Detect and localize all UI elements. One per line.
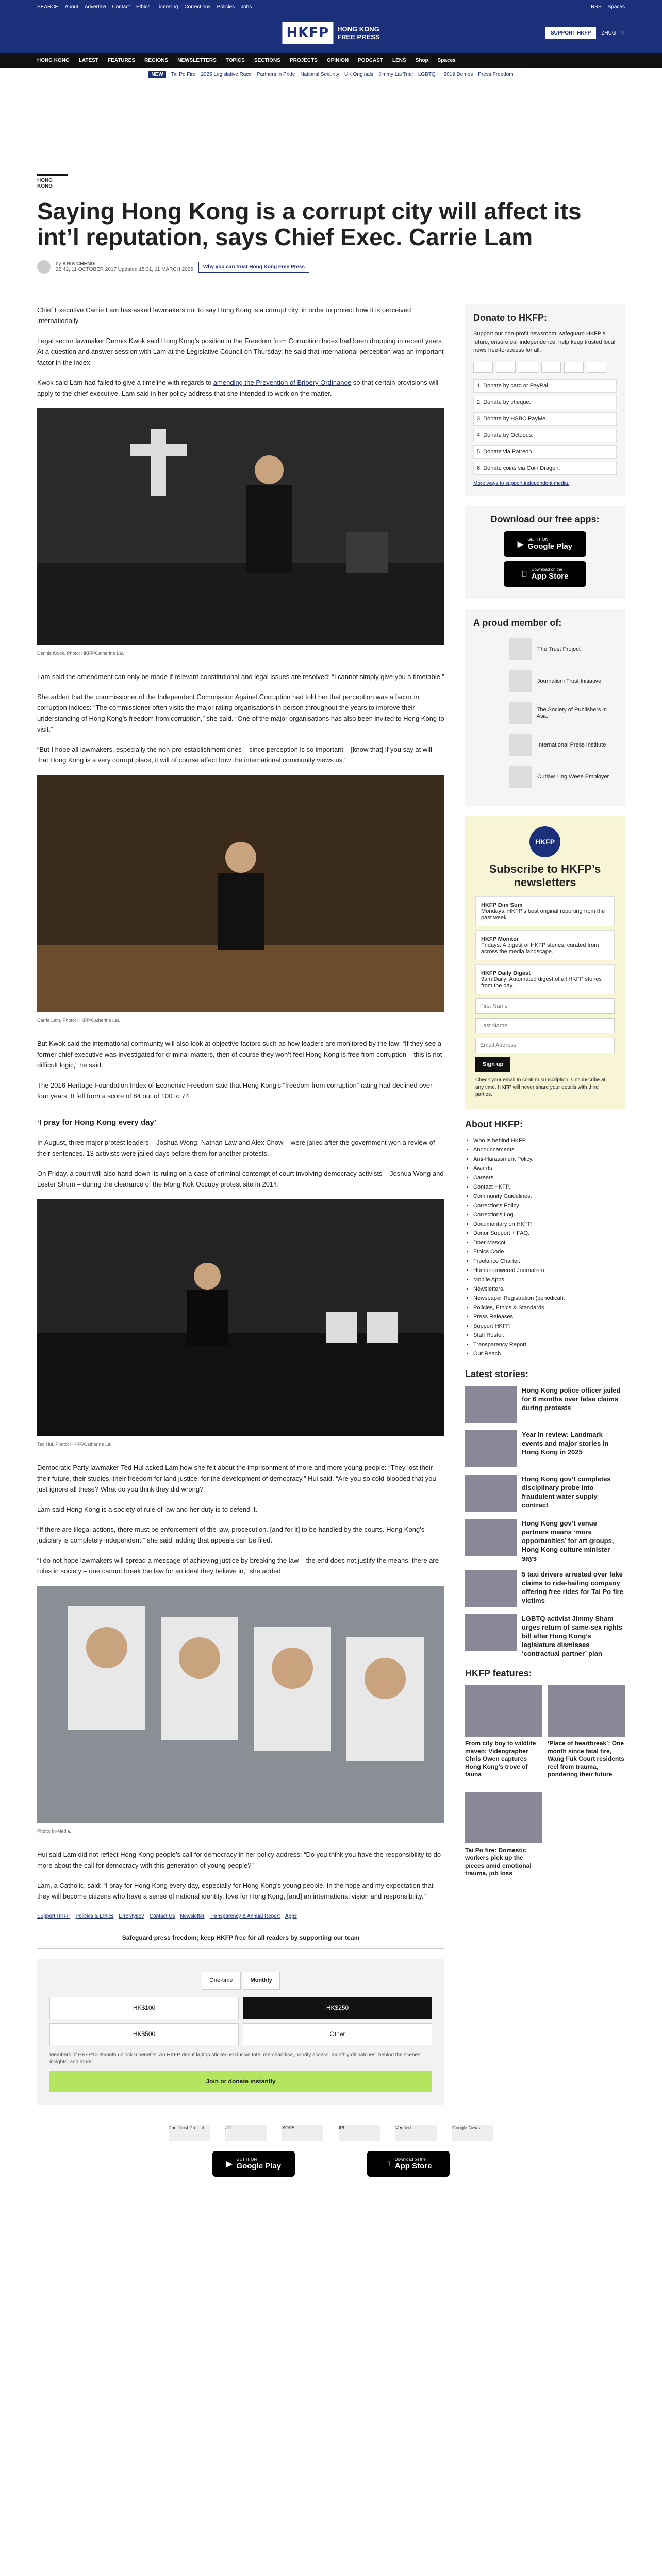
about-link[interactable]: • Human-powered Journalism. <box>473 1266 625 1275</box>
bribery-ordinance-link[interactable]: amending the Prevention of Bribery Ordinance <box>213 379 352 386</box>
ticker-item[interactable]: Partners in Pride <box>256 72 295 77</box>
newsletter-note: Check your email to confirm subscription. Unsubscribe at any time. HKFP will never share your details with third parties. <box>475 1077 606 1097</box>
newsletter-link[interactable]: Newsletter <box>180 1913 205 1919</box>
ticker-item[interactable]: UK Originals <box>344 72 374 77</box>
nav-newsletters[interactable]: NEWSLETTERS <box>177 57 217 63</box>
latest-title: Latest stories: <box>465 1369 529 1379</box>
apple-icon <box>385 2160 391 2168</box>
policies-link[interactable]: Policies & Ethics <box>75 1913 114 1919</box>
partner-logo[interactable]: The Trust Project <box>509 638 617 660</box>
latest-story[interactable]: Hong Kong gov’t completes disciplinary probe into fraudulent water supply contract <box>465 1475 625 1512</box>
section-label[interactable]: HONG KONG <box>37 174 68 189</box>
about-link[interactable]: • Mobile Apps. <box>473 1275 625 1284</box>
photo-in-media <box>37 1586 444 1823</box>
paragraph: “But I hope all lawmakers, especially the non-pro-establishment ones – since perception is so important – [know that] if you say at will that Hong Kong is a very corrupt place, it will of course affect how the international community views us.” <box>37 745 432 764</box>
latest-story[interactable]: Hong Kong gov’t venue partners means ‘more opportunities’ for art groups, Hong Kong culture minister says <box>465 1519 625 1563</box>
footer-app-store-button[interactable]: Download on the App Store <box>367 2151 450 2177</box>
about-link[interactable]: • Who is behind HKFP. <box>473 1136 625 1145</box>
about-link[interactable]: • Our Reach. <box>473 1349 625 1359</box>
main-navigation <box>0 53 662 68</box>
latest-story[interactable]: 5 taxi drivers arrested over fake claims to ride-hailing company offering free rides for Tai Po fire victims <box>465 1570 625 1607</box>
utility-link-licensing[interactable]: Licensing <box>156 4 178 10</box>
transparency-link[interactable]: Transparency & Annual Report <box>209 1913 280 1919</box>
footer-logo[interactable]: JTI <box>225 2125 267 2141</box>
amount-option[interactable]: HK$100 <box>49 1997 239 2019</box>
donate-text: Support our non-profit newsroom: safeguard HKFP’s future, ensure our independence, help keep trusted local news free-to-access for all. <box>473 331 616 353</box>
feature-card[interactable]: Tai Po fire: Domestic workers pick up the pieces amid emotional trauma, job loss <box>465 1792 542 1877</box>
app-store-button[interactable]: Download on the App Store <box>504 561 586 587</box>
amount-option[interactable]: HK$500 <box>49 2023 239 2045</box>
story-thumbnail <box>465 1475 517 1512</box>
about-link[interactable]: • Ethics Code. <box>473 1247 625 1257</box>
utility-link-contact[interactable]: Contact <box>112 4 130 10</box>
partner-logo[interactable]: The Society of Publishers in Asia <box>509 702 617 724</box>
about-link[interactable]: • Freelance Charter. <box>473 1257 625 1266</box>
paragraph: Lam said the amendment can only be made if relevant constitutional and legal issues are resolved: “I cannot simply give you a timetable.” <box>37 673 444 681</box>
utility-link-spaces[interactable]: Spaces <box>607 4 625 10</box>
paragraph: “If there are illegal actions, there must be enforcement of the law, prosecution. [and for it] to be handled by the courts. Hong Kong’s judiciary is completely independent,” she said, adding that appeals can be filed. <box>37 1526 425 1544</box>
paragraph: Legal sector lawmaker Dennis Kwok said Hong Kong’s position in the Freedom from Corruption Index had been dropping in recent years. At a question and answer session with Lam at the Legislative Council on Thursday, he said that international perception was an important factor in the index. <box>37 337 444 366</box>
photo-dennis-kwok <box>37 408 444 645</box>
amount-option-selected[interactable]: HK$250 <box>243 1997 432 2019</box>
amex-icon <box>519 362 538 373</box>
utility-link-search[interactable]: SEARCH <box>37 4 59 10</box>
first-name-input[interactable] <box>475 998 615 1014</box>
latest-story[interactable]: Hong Kong police officer jailed for 6 months over false claims during protests <box>465 1386 625 1423</box>
jti-logo <box>509 670 532 692</box>
newsletter-title: Subscribe to HKFP’s newsletters <box>489 862 601 889</box>
newsletter-option[interactable]: HKFP Daily Digest 9am Daily: Automated digest of all HKFP stories from the day. <box>475 964 615 994</box>
play-icon: ▶ <box>517 540 524 549</box>
play-icon: ▶ <box>226 2160 233 2168</box>
payme-icon <box>564 362 584 373</box>
feature-card[interactable]: From city boy to wildlife maven: Videographer Chris Owen captures Hong Kong’s trove of fauna <box>465 1685 542 1778</box>
paragraph: In August, three major protest leaders – Joshua Wong, Nathan Law and Alex Chow – were jailed after the government won a review of their sentences. 13 activists were jailed days before them for another protests. <box>37 1139 435 1157</box>
site-logo[interactable] <box>282 22 379 44</box>
nav-regions[interactable]: REGIONS <box>144 57 169 63</box>
utility-links <box>37 4 252 10</box>
payment-icons <box>473 362 617 373</box>
utility-link-policies[interactable]: Policies <box>217 4 235 10</box>
about-link[interactable]: • Corrections Log. <box>473 1210 625 1219</box>
donate-panel <box>37 1959 444 2105</box>
footer-logo[interactable]: Verified <box>395 2125 437 2141</box>
more-ways-link[interactable]: More ways to support independent media. <box>473 481 570 486</box>
about-list <box>465 1136 625 1359</box>
nav-spaces[interactable]: Spaces <box>437 57 456 63</box>
about-link[interactable]: • Community Guidelines. <box>473 1192 625 1201</box>
photo-caption: Carrie Lam. Photo: HKFP/Catherine Lai. <box>37 1018 120 1023</box>
last-name-input[interactable] <box>475 1018 615 1033</box>
newsletter-option[interactable]: HKFP Dim Sum Mondays: HKFP’s best original reporting from the past week. <box>475 896 615 926</box>
photo-caption: Ted Hui. Photo: HKFP/Catherine Lai. <box>37 1442 113 1447</box>
new-badge: NEW <box>148 71 166 78</box>
footer-logo[interactable]: IPI <box>339 2125 380 2141</box>
ticker-item[interactable]: National Security <box>300 72 339 77</box>
partner-logo[interactable]: Journalism Trust Initiative <box>509 670 617 692</box>
ticker-item[interactable]: Tai Po Fire <box>171 72 196 77</box>
article-meta <box>37 260 625 274</box>
nav-lens[interactable]: LENS <box>392 57 406 63</box>
logo-line-1: HONG KONG <box>337 25 379 33</box>
nav-hong-kong[interactable]: HONG KONG <box>37 57 70 63</box>
donate-option[interactable]: 3. Donate by HSBC PayMe. <box>473 412 617 426</box>
visa-icon <box>496 362 516 373</box>
paragraph: Hui said Lam did not reflect Hong Kong people’s call for democracy in her policy address: “Do you think you have the responsibility to do more about the call for democracy with this generation of young people?” <box>37 1851 441 1869</box>
partner-logo[interactable]: International Press Institute <box>509 734 617 756</box>
photo-ted-hui <box>37 1199 444 1436</box>
ticker-item[interactable]: LGBTQ+ <box>418 72 439 77</box>
support-hkfp-button[interactable]: SUPPORT HKFP <box>545 27 596 39</box>
brand-header <box>0 13 662 53</box>
author-name[interactable]: KRIS CHENG <box>62 261 95 267</box>
contact-link[interactable]: Contact Us <box>149 1913 175 1919</box>
top-utility-bar <box>0 0 662 13</box>
legco-photo-illustration <box>37 408 444 645</box>
outlaw-logo <box>509 766 532 788</box>
nav-sections[interactable]: SECTIONS <box>254 57 280 63</box>
nav-latest[interactable]: LATEST <box>78 57 98 63</box>
newsletter-option[interactable]: HKFP Monitor Fridays: A digest of HKFP stories, curated from across the media landscape. <box>475 930 615 960</box>
photo-carrie-lam <box>37 775 444 1012</box>
donate-option[interactable]: 5. Donate via Patreon. <box>473 445 617 459</box>
email-input[interactable] <box>475 1038 615 1053</box>
error-link[interactable]: Error/typo? <box>119 1913 144 1919</box>
about-link[interactable]: • Doer Mascot. <box>473 1238 625 1247</box>
ipi-logo <box>509 734 532 756</box>
features-widget <box>465 1668 625 1886</box>
trending-ticker <box>0 68 662 81</box>
paragraph: “I do not hope lawmakers will spread a message of achieving justice by breaking the law – the end does not justify the means, there are rules in society – one cannot break the law for an ideal they believe in,” she added. <box>37 1556 439 1575</box>
about-link[interactable]: • Policies, Ethics & Standards. <box>473 1303 625 1312</box>
donate-widget <box>465 304 625 496</box>
photo-caption: Dennis Kwok. Photo: HKFP/Catherine Lai. <box>37 651 124 656</box>
trust-button[interactable]: Why you can trust Hong Kong Free Press <box>198 262 309 273</box>
trust-project-logo <box>509 638 532 660</box>
members-text: Members of HKFP100/month unlock 6 benefits: An HKFP debut laptop sticker, exclusive tote, merchandise, priority access, monthly dispatches, behind the scenes insights, and more. <box>49 2052 421 2065</box>
ticker-item[interactable]: Press Freedom <box>478 72 514 77</box>
footer-google-play-button[interactable]: ▶ GET IT ON Google Play <box>212 2151 295 2177</box>
footer-logos <box>37 2125 625 2141</box>
about-link[interactable]: • Staff Roster. <box>473 1331 625 1340</box>
about-link[interactable]: • Contact HKFP. <box>473 1182 625 1192</box>
logo-line-2: FREE PRESS <box>337 33 380 41</box>
sign-up-button[interactable]: Sign up <box>475 1057 510 1072</box>
donation-amounts <box>49 1997 432 2045</box>
join-donate-button[interactable]: Join or donate instantly <box>49 2071 432 2092</box>
paragraph: The 2016 Heritage Foundation Index of Economic Freedom said that Hong Kong’s “freedom from corruption” rating had declined over four years. It fell from a score of 84 out of 100 to 74. <box>37 1081 433 1100</box>
paragraph: Chief Executive Carrie Lam has asked lawmakers not to say Hong Kong is a corrupt city, in order to protect how it is perceived internationally. <box>37 306 411 325</box>
protest-photo-illustration <box>37 1586 444 1823</box>
logo-mark: HKFP <box>282 22 333 44</box>
paypal-icon <box>541 362 561 373</box>
about-link[interactable]: • Announcements. <box>473 1145 625 1155</box>
octopus-icon <box>587 362 606 373</box>
author-prefix: by <box>56 261 61 267</box>
story-thumbnail <box>465 1570 517 1607</box>
about-link[interactable]: • Awards. <box>473 1164 625 1173</box>
latest-story[interactable]: LGBTQ activist Jimmy Sham urges return of same-sex rights bill after Hong Kong’s legislature dismisses ‘contractual partner’ plan <box>465 1614 625 1658</box>
latest-widget <box>465 1369 625 1658</box>
paragraph: But Kwok said the international community will also look at objective factors such as how leaders are monitored by the law: “If they see a former chief executive was investigated for criminal matters, then of course they won’t feel Hong Kong is free from corruption – this is not difficult logic,” he said. <box>37 1040 442 1069</box>
paragraph: On Friday, a court will also hand down its ruling on a case of criminal contempt of court involving democracy activists – Joshua Wong and Lester Shum – during the clearance of the Mong Kok Occupy protest site in 2014. <box>37 1170 444 1188</box>
utility-link-corrections[interactable]: Corrections <box>184 4 211 10</box>
story-thumbnail <box>465 1519 517 1556</box>
about-link[interactable]: • Corrections Policy. <box>473 1201 625 1210</box>
about-link[interactable]: • Donor Support + FAQ. <box>473 1229 625 1238</box>
article-body <box>37 304 444 2105</box>
feature-card[interactable]: ‘Place of heartbreak’: One month since fatal fire, Wang Fuk Court residents reel from trauma, pondering their future <box>548 1685 625 1778</box>
feature-thumbnail <box>465 1685 542 1737</box>
member-widget <box>465 609 625 806</box>
about-widget <box>465 1119 625 1359</box>
nav-podcast[interactable]: PODCAST <box>358 57 383 63</box>
features-title: HKFP features: <box>465 1668 532 1679</box>
author-avatar <box>37 260 51 274</box>
paragraph: Kwok said Lam had failed to give a timeline with regards to amending the Prevention of Bribery Ordinance so that certain provisions will apply to the chief executive. Lam said in her policy address that she intended to work on the matter. <box>37 379 439 397</box>
article-dates: 22:42, 11 OCTOBER 2017 Updated 15:31, 11 MARCH 2025 <box>56 267 193 273</box>
paragraph: She added that the commissioner of the Independent Commission Against Corruption had told her that perception was a factor in corruption indices: “The commissioner often visits the major rating organisations in person throughout the years to improve their understanding of Hong Kong’s freedom from corruption,” she said. “One of the major organisations has also been invited to Hong Kong to visit.” <box>37 693 444 733</box>
footer-logo[interactable]: The Trust Project <box>169 2125 210 2141</box>
nav-shop[interactable]: Shop <box>415 57 428 63</box>
about-link[interactable]: • Transparency Report. <box>473 1340 625 1349</box>
about-link[interactable]: • Newspaper Registration (periodical). <box>473 1294 625 1303</box>
utility-link-ethics[interactable]: Ethics <box>136 4 151 10</box>
partner-logo[interactable]: Outlaw Ling Weee Employer <box>509 766 617 788</box>
donate-option[interactable]: 6. Donate coins via Coin Dragon. <box>473 462 617 475</box>
photo-caption: Photo: In-Media. <box>37 1828 72 1834</box>
donate-option[interactable]: 1. Donate by card or PayPal. <box>473 379 617 393</box>
ticker-item[interactable]: Jimmy Lai Trial <box>378 72 413 77</box>
google-play-button[interactable]: ▶ GET IT ON Google Play <box>504 531 586 557</box>
about-link[interactable]: • Documentary on HKFP. <box>473 1219 625 1229</box>
language-link[interactable]: ZHUG <box>601 30 616 36</box>
article-subheading: ‘I pray for Hong Kong every day’ <box>37 1118 156 1127</box>
nav-projects[interactable]: PROJECTS <box>289 57 318 63</box>
story-thumbnail <box>465 1430 517 1467</box>
newsletter-widget <box>465 816 625 1109</box>
toggle-monthly[interactable]: Monthly <box>243 1972 280 1990</box>
apple-icon <box>522 570 527 579</box>
toggle-one-time[interactable]: One-time <box>202 1972 240 1990</box>
ted-hui-photo-illustration <box>37 1199 444 1436</box>
support-link[interactable]: Support HKFP <box>37 1913 71 1919</box>
footer-logo[interactable]: SOPA <box>282 2125 323 2141</box>
nav-opinion[interactable]: OPINION <box>326 57 349 63</box>
article-title: Saying Hong Kong is a corrupt city will affect its int’l reputation, says Chief Exec. Carrie Lam <box>37 198 582 250</box>
about-title: About HKFP: <box>465 1119 523 1129</box>
apps-widget <box>465 506 625 599</box>
paragraph: Lam said Hong Kong is a society of rule of law and her duty is to defend it. <box>37 1505 258 1513</box>
about-link[interactable]: • Support HKFP. <box>473 1321 625 1331</box>
apps-link[interactable]: Apps <box>285 1913 297 1919</box>
about-link[interactable]: • Anti-Harassment Policy. <box>473 1155 625 1164</box>
donate-option[interactable]: 2. Donate by cheque. <box>473 396 617 409</box>
feature-thumbnail <box>465 1792 542 1843</box>
nav-features[interactable]: FEATURES <box>107 57 136 63</box>
about-link[interactable]: • Newsletters. <box>473 1284 625 1294</box>
frequency-toggle <box>49 1972 432 1990</box>
utility-link-rss[interactable]: RSS <box>591 4 602 10</box>
footer-logo[interactable]: Google News <box>452 2125 493 2141</box>
footer-app-buttons <box>37 2151 625 2177</box>
article-footer-links <box>37 1911 444 1922</box>
latest-story[interactable]: Year in review: Landmark events and major stories in Hong Kong in 2025 <box>465 1430 625 1467</box>
nav-topics[interactable]: TOPICS <box>225 57 245 63</box>
about-link[interactable]: • Press Releases. <box>473 1312 625 1321</box>
search-icon[interactable]: ⚲ <box>621 30 625 36</box>
sidebar <box>465 304 625 2105</box>
utility-link-jobs[interactable]: Jobs <box>241 4 252 10</box>
hkfp-badge: HKFP <box>529 826 560 857</box>
donate-option[interactable]: 4. Donate by Octopus. <box>473 429 617 442</box>
story-thumbnail <box>465 1614 517 1651</box>
paragraph: Democratic Party lawmaker Ted Hui asked Lam how she felt about the imprisonment of more and more young people: “They lost their their future, their studies, their freedom for land justice, for the development of democracy,” Hui said. “Are you so cold-blooded that you just ignore all these? What do you think they did wrong?” <box>37 1464 436 1493</box>
ticker-item[interactable]: 2025 Legislative Race <box>201 72 252 77</box>
about-link[interactable]: • Careers. <box>473 1173 625 1182</box>
mastercard-icon <box>473 362 493 373</box>
story-thumbnail <box>465 1386 517 1423</box>
carrie-lam-photo-illustration <box>37 775 444 1012</box>
paragraph: Lam, a Catholic, said: “I pray for Hong Kong every day, especially for Hong Kong’s young people. In the hope and my expectation that they will become citizens who have a sense of national identity, love for Hong Kong, [and] an international vision and responsibility.” <box>37 1882 434 1900</box>
support-strip: Safeguard press freedom; keep HKFP free for all readers by supporting our team <box>37 1927 444 1949</box>
amount-option[interactable]: Other <box>243 2023 432 2045</box>
member-title: A proud member of: <box>473 618 562 628</box>
utility-link-advertise[interactable]: Advertise <box>84 4 106 10</box>
feature-thumbnail <box>548 1685 625 1737</box>
donate-title: Donate to HKFP: <box>473 313 547 323</box>
utility-link-about[interactable]: About <box>64 4 78 10</box>
sopa-logo <box>509 702 532 724</box>
apps-title: Download our free apps: <box>490 514 600 524</box>
ticker-item[interactable]: 2019 Demos <box>443 72 473 77</box>
